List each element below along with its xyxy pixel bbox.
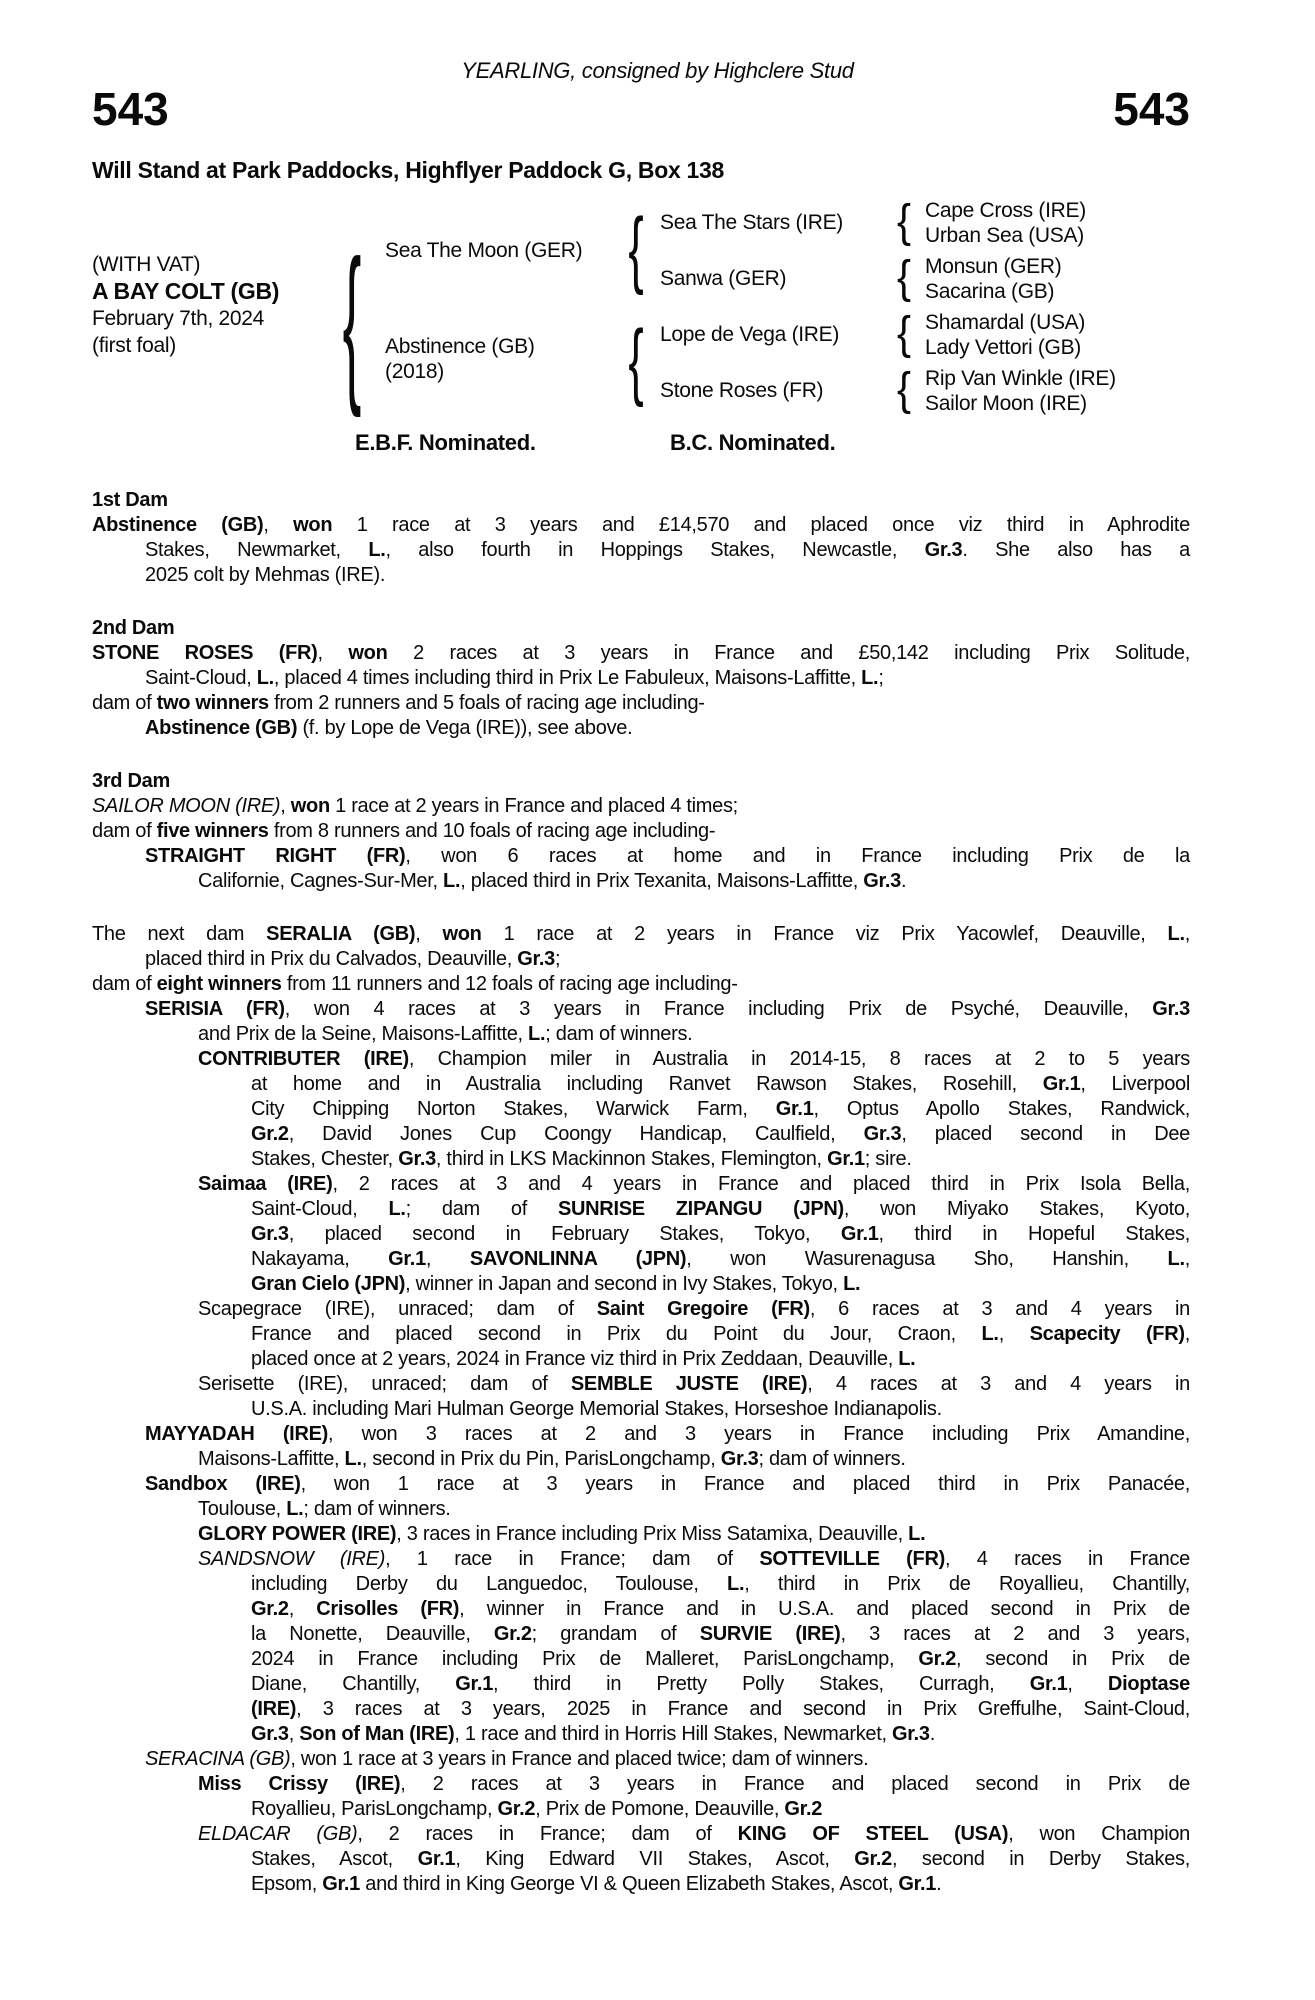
text-segment: L.	[368, 539, 386, 561]
text-segment: , won 6 races at home and in France including Prix de la	[405, 845, 1190, 867]
lot-number-right: 543	[1113, 83, 1190, 135]
text-line	[92, 1772, 1190, 1797]
text-line	[92, 1572, 1190, 1597]
text-segment: , Champion miler in Australia in 2014-15, 8 races at 2 to 5 years	[408, 1048, 1191, 1070]
text-segment: Gr.2	[918, 1648, 957, 1670]
text-segment: .	[936, 1873, 942, 1895]
text-segment: from 11 runners and 12 foals of racing age including-	[281, 973, 738, 995]
text-segment: 2nd Dam	[92, 617, 175, 639]
horse-name: A BAY COLT (GB)	[92, 278, 280, 304]
text-segment: (IRE)	[251, 1698, 297, 1720]
text-segment: ,	[1184, 1323, 1190, 1345]
text-segment: 3rd Dam	[92, 770, 170, 792]
text-line	[92, 1747, 1190, 1772]
text-segment: Gr.1	[1042, 1073, 1081, 1095]
text-segment: SANDSNOW (IRE)	[198, 1548, 386, 1570]
text-segment: ; grandam of	[531, 1623, 700, 1645]
text-segment: Gr.2	[497, 1798, 536, 1820]
foal-note: (first foal)	[92, 334, 176, 357]
text-segment: ,	[280, 795, 291, 817]
text-segment: Gr.3	[517, 948, 555, 970]
text-segment: SOTTEVILLE (FR)	[759, 1548, 945, 1570]
text-segment: L.	[344, 1448, 362, 1470]
dam-sire-name: Lope de Vega (IRE)	[660, 323, 840, 346]
text-segment: , third in Hopeful Stakes,	[878, 1223, 1191, 1245]
text-segment: Gr.1	[827, 1148, 865, 1170]
text-segment: , 1 race in France; dam of	[385, 1548, 760, 1570]
text-line	[92, 1322, 1190, 1347]
text-segment: Stakes, Chester,	[251, 1148, 399, 1170]
text-segment: , 3 races at 3 years, 2025 in France and second in Prix Greffulhe, Saint-Cloud,	[296, 1698, 1190, 1720]
text-line	[92, 538, 1190, 563]
text-segment: ,	[415, 923, 443, 945]
text-segment: Gr.1	[455, 1673, 494, 1695]
text-segment: SAVONLINNA (JPN)	[469, 1248, 687, 1270]
text-segment: , second in Prix du Pin, ParisLongchamp,	[361, 1448, 721, 1470]
text-segment: ,	[998, 1323, 1030, 1345]
text-segment: Saint Gregoire (FR)	[596, 1298, 810, 1320]
text-segment: L.	[981, 1323, 999, 1345]
text-segment: L.	[861, 667, 879, 689]
text-segment: from 2 runners and 5 foals of racing age including-	[268, 692, 705, 714]
text-line	[92, 1522, 1190, 1547]
text-segment: ,	[288, 1723, 300, 1745]
text-line	[92, 1347, 1190, 1372]
text-segment: , second in Derby Stakes,	[891, 1848, 1190, 1870]
great-grandsire-3: Shamardal (USA)	[925, 311, 1086, 334]
text-line	[92, 691, 1190, 716]
text-segment: ; dam of winners.	[303, 1498, 451, 1520]
text-line	[92, 1697, 1190, 1722]
dam-section-heading	[92, 488, 1190, 513]
text-segment: .	[929, 1723, 935, 1745]
text-segment: won	[348, 642, 388, 664]
text-segment: la Nonette, Deauville,	[251, 1623, 494, 1645]
text-segment: placed third in Prix du Calvados, Deauville,	[145, 948, 518, 970]
text-segment: SERALIA (GB)	[266, 923, 416, 945]
text-line	[92, 819, 1190, 844]
text-segment: , King Edward VII Stakes, Ascot,	[455, 1848, 855, 1870]
text-line	[92, 1497, 1190, 1522]
text-segment: ,	[1184, 923, 1190, 945]
text-line	[92, 972, 1190, 997]
text-line	[92, 716, 1190, 741]
pedigree-brace-main	[332, 222, 372, 418]
text-segment: and Prix de la Seine, Maisons-Laffitte,	[198, 1023, 529, 1045]
catalogue-text	[92, 488, 1190, 1897]
dam-dam-name: Stone Roses (FR)	[660, 379, 824, 402]
text-segment: , second in Prix de	[956, 1648, 1190, 1670]
text-segment: Gr.1	[775, 1098, 814, 1120]
text-segment: MAYYADAH (IRE)	[145, 1423, 328, 1445]
text-segment: The next dam	[92, 923, 267, 945]
text-segment: 1 race at 3 years and £14,570 and placed once viz third in Aphrodite	[332, 514, 1190, 536]
text-segment: at home and in Australia including Ranvet Rawson Stakes, Rosehill,	[251, 1073, 1043, 1095]
text-segment: Gr.3	[863, 1123, 902, 1145]
text-segment: placed once at 2 years, 2024 in France viz third in Prix Zeddaan, Deauville,	[251, 1348, 899, 1370]
text-line	[92, 997, 1190, 1022]
text-segment: L.	[286, 1498, 304, 1520]
text-segment: Crisolles (FR)	[316, 1598, 460, 1620]
text-segment: Scapecity (FR)	[1029, 1323, 1185, 1345]
stand-location: Will Stand at Park Paddocks, Highflyer Paddock G, Box 138	[92, 157, 724, 183]
brace-glyph: {	[628, 199, 644, 297]
text-segment: Diane, Chantilly,	[251, 1673, 456, 1695]
great-granddam-3: Lady Vettori (GB)	[925, 336, 1081, 359]
text-segment: Scapegrace (IRE), unraced; dam of	[198, 1298, 597, 1320]
text-segment: , placed third in Prix Texanita, Maisons-Laffitte,	[460, 870, 864, 892]
text-segment: L.	[443, 870, 461, 892]
text-segment: from 8 runners and 10 foals of racing age including-	[268, 820, 716, 842]
vat-note: (WITH VAT)	[92, 253, 201, 276]
text-line	[92, 1197, 1190, 1222]
text-segment: two winners	[156, 692, 269, 714]
great-granddam-2: Sacarina (GB)	[925, 280, 1055, 303]
text-segment: L.	[256, 667, 274, 689]
text-segment: Gr.2	[251, 1598, 289, 1620]
text-segment: , 2 races at 3 years in France and placed second in Prix de	[400, 1773, 1190, 1795]
text-segment: Saint-Cloud,	[145, 667, 257, 689]
text-line	[92, 1172, 1190, 1197]
text-segment: Toulouse,	[198, 1498, 287, 1520]
text-segment: Gr.1	[417, 1848, 456, 1870]
pedigree-brace-gp3	[890, 308, 918, 358]
pedigree-brace-dam	[620, 311, 652, 409]
text-segment: , also fourth in Hoppings Stakes, Newcastle,	[385, 539, 925, 561]
pedigree-brace-gp2	[890, 252, 918, 302]
brace-glyph: {	[896, 306, 912, 359]
text-segment: SAILOR MOON (IRE)	[92, 795, 281, 817]
dam-year: (2018)	[385, 360, 444, 383]
text-segment: , placed second in February Stakes, Tokyo,	[288, 1223, 841, 1245]
text-segment: Abstinence (GB)	[92, 514, 264, 536]
text-segment: Californie, Cagnes-Sur-Mer,	[198, 870, 444, 892]
text-line	[92, 1847, 1190, 1872]
text-segment: Nakayama,	[251, 1248, 389, 1270]
sire-name: Sea The Moon (GER)	[385, 239, 583, 262]
text-segment: , Prix de Pomone, Deauville,	[535, 1798, 785, 1820]
text-segment: 2024 in France including Prix de Malleret, ParisLongchamp,	[251, 1648, 919, 1670]
text-segment: SURVIE (IRE)	[699, 1623, 841, 1645]
text-segment: dam of	[92, 973, 157, 995]
pedigree-brace-gp1	[890, 196, 918, 246]
text-segment: ; dam of	[405, 1198, 558, 1220]
text-line	[92, 1047, 1190, 1072]
text-line	[92, 666, 1190, 691]
text-line	[92, 1122, 1190, 1147]
text-line	[92, 1397, 1190, 1422]
text-line	[92, 1297, 1190, 1322]
text-segment: , David Jones Cup Coongy Handicap, Caulfield,	[288, 1123, 864, 1145]
text-segment: (f. by Lope de Vega (IRE)), see above.	[297, 717, 633, 739]
text-segment: , won 4 races at 3 years in France including Prix de Psyché, Deauville,	[284, 998, 1153, 1020]
text-segment: ,	[317, 642, 349, 664]
text-line	[92, 513, 1190, 538]
text-segment: L.	[1167, 1248, 1185, 1270]
text-segment: ,	[1184, 1248, 1190, 1270]
text-line	[92, 794, 1190, 819]
dam-section-heading	[92, 769, 1190, 794]
text-segment: Abstinence (GB)	[145, 717, 298, 739]
section-gap	[92, 588, 1190, 616]
ebf-nomination: E.B.F. Nominated.	[355, 430, 536, 455]
text-line	[92, 1222, 1190, 1247]
text-segment: 2 races at 3 years in France and £50,142 including Prix Solitude,	[387, 642, 1190, 664]
text-segment: won	[442, 923, 482, 945]
text-segment: Gr.3	[863, 870, 901, 892]
text-line	[92, 1872, 1190, 1897]
lot-number-left: 543	[92, 83, 169, 135]
text-segment: 1 race at 2 years in France and placed 4 times;	[329, 795, 738, 817]
great-granddam-1: Urban Sea (USA)	[925, 224, 1084, 247]
brace-glyph: {	[896, 194, 912, 247]
text-segment: L.	[727, 1573, 745, 1595]
text-segment: Saint-Cloud,	[251, 1198, 389, 1220]
text-segment: Gr.3	[1152, 998, 1190, 1020]
text-segment: Gr.3	[398, 1148, 436, 1170]
great-grandsire-2: Monsun (GER)	[925, 255, 1062, 278]
text-segment: , won 3 races at 2 and 3 years in France including Prix Amandine,	[327, 1423, 1190, 1445]
pedigree-brace-sire	[620, 199, 652, 297]
text-segment: GLORY POWER (IRE)	[198, 1523, 397, 1545]
text-segment: ;	[554, 948, 561, 970]
text-segment: U.S.A. including Mari Hulman George Memorial Stakes, Horseshoe Indianapolis.	[251, 1398, 942, 1420]
great-grandsire-1: Cape Cross (IRE)	[925, 199, 1086, 222]
text-segment: L.	[388, 1198, 406, 1220]
text-segment: , 2 races at 3 and 4 years in France and placed third in Prix Isola Bella,	[332, 1173, 1190, 1195]
text-segment: ; dam of winners.	[545, 1023, 693, 1045]
text-line	[92, 1797, 1190, 1822]
text-segment: , winner in Japan and second in Ivy Stakes, Tokyo,	[405, 1273, 844, 1295]
text-segment: Gr.2	[784, 1798, 823, 1820]
text-segment: Gr.1	[388, 1248, 426, 1270]
text-segment: City Chipping Norton Stakes, Warwick Farm,	[251, 1098, 776, 1120]
text-segment: SERACINA (GB)	[145, 1748, 291, 1770]
text-segment: , placed second in Dee	[901, 1123, 1191, 1145]
text-segment: , 6 races at 3 and 4 years in	[809, 1298, 1190, 1320]
section-gap	[92, 741, 1190, 769]
text-segment: , 4 races in France	[944, 1548, 1190, 1570]
great-grandsire-4: Rip Van Winkle (IRE)	[925, 367, 1116, 390]
text-segment: , third in Prix de Royallieu, Chantilly,	[744, 1573, 1190, 1595]
text-line	[92, 869, 1190, 894]
dam-name: Abstinence (GB)	[385, 335, 535, 358]
text-line	[92, 1072, 1190, 1097]
text-segment: , won Miyako Stakes, Kyoto,	[843, 1198, 1190, 1220]
text-line	[92, 1372, 1190, 1397]
text-segment: Gr.1	[898, 1873, 937, 1895]
text-segment: Maisons-Laffitte,	[198, 1448, 345, 1470]
text-segment: including Derby du Languedoc, Toulouse,	[251, 1573, 728, 1595]
text-segment: Gr.2	[854, 1848, 892, 1870]
page-title: YEARLING, consigned by Highclere Stud	[461, 58, 854, 83]
text-segment: , won 1 race at 3 years in France and placed twice; dam of winners.	[290, 1748, 869, 1770]
great-granddam-4: Sailor Moon (IRE)	[925, 392, 1087, 415]
text-segment: , 2 races in France; dam of	[357, 1823, 738, 1845]
text-segment: ;	[878, 667, 884, 689]
text-segment: , placed 4 times including third in Prix Le Fabuleux, Maisons-Laffitte,	[273, 667, 862, 689]
text-line	[92, 844, 1190, 869]
pedigree-table	[92, 190, 1222, 475]
text-segment: Gr.1	[322, 1873, 360, 1895]
text-segment: KING OF STEEL (USA)	[737, 1823, 1009, 1845]
text-segment: ; dam of winners.	[758, 1448, 906, 1470]
text-segment: Gr.1	[1029, 1673, 1068, 1695]
text-line	[92, 1622, 1190, 1647]
text-segment: Gr.3	[892, 1723, 930, 1745]
text-segment: Son of Man (IRE)	[299, 1723, 455, 1745]
text-segment: won	[290, 795, 330, 817]
text-segment: L.	[528, 1023, 546, 1045]
text-segment: , 3 races in France including Prix Miss Satamixa, Deauville,	[396, 1523, 909, 1545]
text-segment: L.	[1167, 923, 1185, 945]
text-line	[92, 947, 1190, 972]
text-segment: , third in LKS Mackinnon Stakes, Flemington,	[435, 1148, 828, 1170]
text-segment: , 3 races at 2 and 3 years,	[840, 1623, 1191, 1645]
section-gap	[92, 894, 1190, 922]
text-line	[92, 1097, 1190, 1122]
dam-section-heading	[92, 616, 1190, 641]
text-segment: Gr.3	[924, 539, 963, 561]
text-segment: L.	[908, 1523, 926, 1545]
text-segment: ,	[1067, 1673, 1108, 1695]
text-line	[92, 1647, 1190, 1672]
text-segment: Gr.3	[251, 1223, 289, 1245]
text-line	[92, 1672, 1190, 1697]
text-segment: , Optus Apollo Stakes, Randwick,	[813, 1098, 1190, 1120]
text-line	[92, 1247, 1190, 1272]
text-line	[92, 641, 1190, 666]
text-segment: Dioptase	[1107, 1673, 1190, 1695]
text-segment: Serisette (IRE), unraced; dam of	[198, 1373, 571, 1395]
text-segment: 2025 colt by Mehmas (IRE).	[145, 564, 386, 586]
text-line	[92, 1472, 1190, 1497]
text-segment: ,	[288, 1598, 317, 1620]
text-line	[92, 922, 1190, 947]
text-line	[92, 1422, 1190, 1447]
bc-nomination: B.C. Nominated.	[670, 430, 836, 455]
text-segment: dam of	[92, 692, 157, 714]
text-segment: , Liverpool	[1080, 1073, 1190, 1095]
text-line	[92, 1272, 1190, 1297]
text-segment: , third in Pretty Polly Stakes, Curragh,	[493, 1673, 1030, 1695]
text-segment: dam of	[92, 820, 157, 842]
text-segment: ,	[263, 514, 294, 536]
text-segment: , 1 race and third in Horris Hill Stakes, Newmarket,	[454, 1723, 893, 1745]
text-segment: 1 race at 2 years in France viz Prix Yacowlef, Deauville,	[481, 923, 1168, 945]
pedigree-brace-gp4	[890, 364, 918, 414]
brace-glyph: {	[896, 362, 912, 415]
text-segment: ,	[425, 1248, 470, 1270]
text-segment: STRAIGHT RIGHT (FR)	[145, 845, 406, 867]
text-segment: Gr.2	[493, 1623, 532, 1645]
brace-glyph: {	[628, 311, 644, 409]
text-segment: ELDACAR (GB)	[198, 1823, 358, 1845]
text-line	[92, 1547, 1190, 1572]
text-segment: Royallieu, ParisLongchamp,	[251, 1798, 498, 1820]
text-segment: Stakes, Ascot,	[251, 1848, 418, 1870]
text-segment: . She also has a	[962, 539, 1190, 561]
brace-glyph: {	[342, 222, 362, 418]
text-segment: Gr.1	[840, 1223, 879, 1245]
text-segment: , 4 races at 3 and 4 years in	[807, 1373, 1190, 1395]
text-line	[92, 1147, 1190, 1172]
brace-glyph: {	[896, 250, 912, 303]
text-segment: SEMBLE JUSTE (IRE)	[570, 1373, 808, 1395]
text-segment: .	[901, 870, 907, 892]
text-segment: five winners	[156, 820, 269, 842]
text-segment: , won 1 race at 3 years in France and placed third in Prix Panacée,	[300, 1473, 1190, 1495]
foal-date: February 7th, 2024	[92, 307, 265, 330]
text-segment: , won Wasurenagusa Sho, Hanshin,	[686, 1248, 1168, 1270]
text-line	[92, 563, 1190, 588]
text-line	[92, 1822, 1190, 1847]
text-segment: Stakes, Newmarket,	[145, 539, 369, 561]
text-line	[92, 1597, 1190, 1622]
text-line	[92, 1022, 1190, 1047]
sire-sire-name: Sea The Stars (IRE)	[660, 211, 843, 234]
text-segment: STONE ROSES (FR)	[92, 642, 318, 664]
text-segment: SUNRISE ZIPANGU (JPN)	[557, 1198, 844, 1220]
text-segment: CONTRIBUTER (IRE)	[198, 1048, 409, 1070]
text-segment: Epsom,	[251, 1873, 323, 1895]
text-segment: Sandbox (IRE)	[145, 1473, 301, 1495]
text-segment: Gr.3	[720, 1448, 759, 1470]
text-segment: and third in King George VI & Queen Elizabeth Stakes, Ascot,	[359, 1873, 899, 1895]
text-segment: Miss Crissy (IRE)	[198, 1773, 401, 1795]
text-line	[92, 1722, 1190, 1747]
text-segment: won	[293, 514, 333, 536]
text-segment: eight winners	[156, 973, 282, 995]
text-segment: L.	[898, 1348, 916, 1370]
text-segment: Saimaa (IRE)	[198, 1173, 333, 1195]
text-segment: ; sire.	[864, 1148, 912, 1170]
text-segment: L.	[843, 1273, 861, 1295]
text-segment: 1st Dam	[92, 489, 168, 511]
text-segment: , won Champion	[1008, 1823, 1190, 1845]
text-line	[92, 1447, 1190, 1472]
text-segment: SERISIA (FR)	[145, 998, 285, 1020]
text-segment: , winner in France and in U.S.A. and placed second in Prix de	[459, 1598, 1191, 1620]
text-segment: Gran Cielo (JPN)	[251, 1273, 406, 1295]
text-segment: Gr.3	[251, 1723, 289, 1745]
text-segment: Gr.2	[251, 1123, 289, 1145]
text-segment: France and placed second in Prix du Point du Jour, Craon,	[251, 1323, 982, 1345]
sire-dam-name: Sanwa (GER)	[660, 267, 787, 290]
